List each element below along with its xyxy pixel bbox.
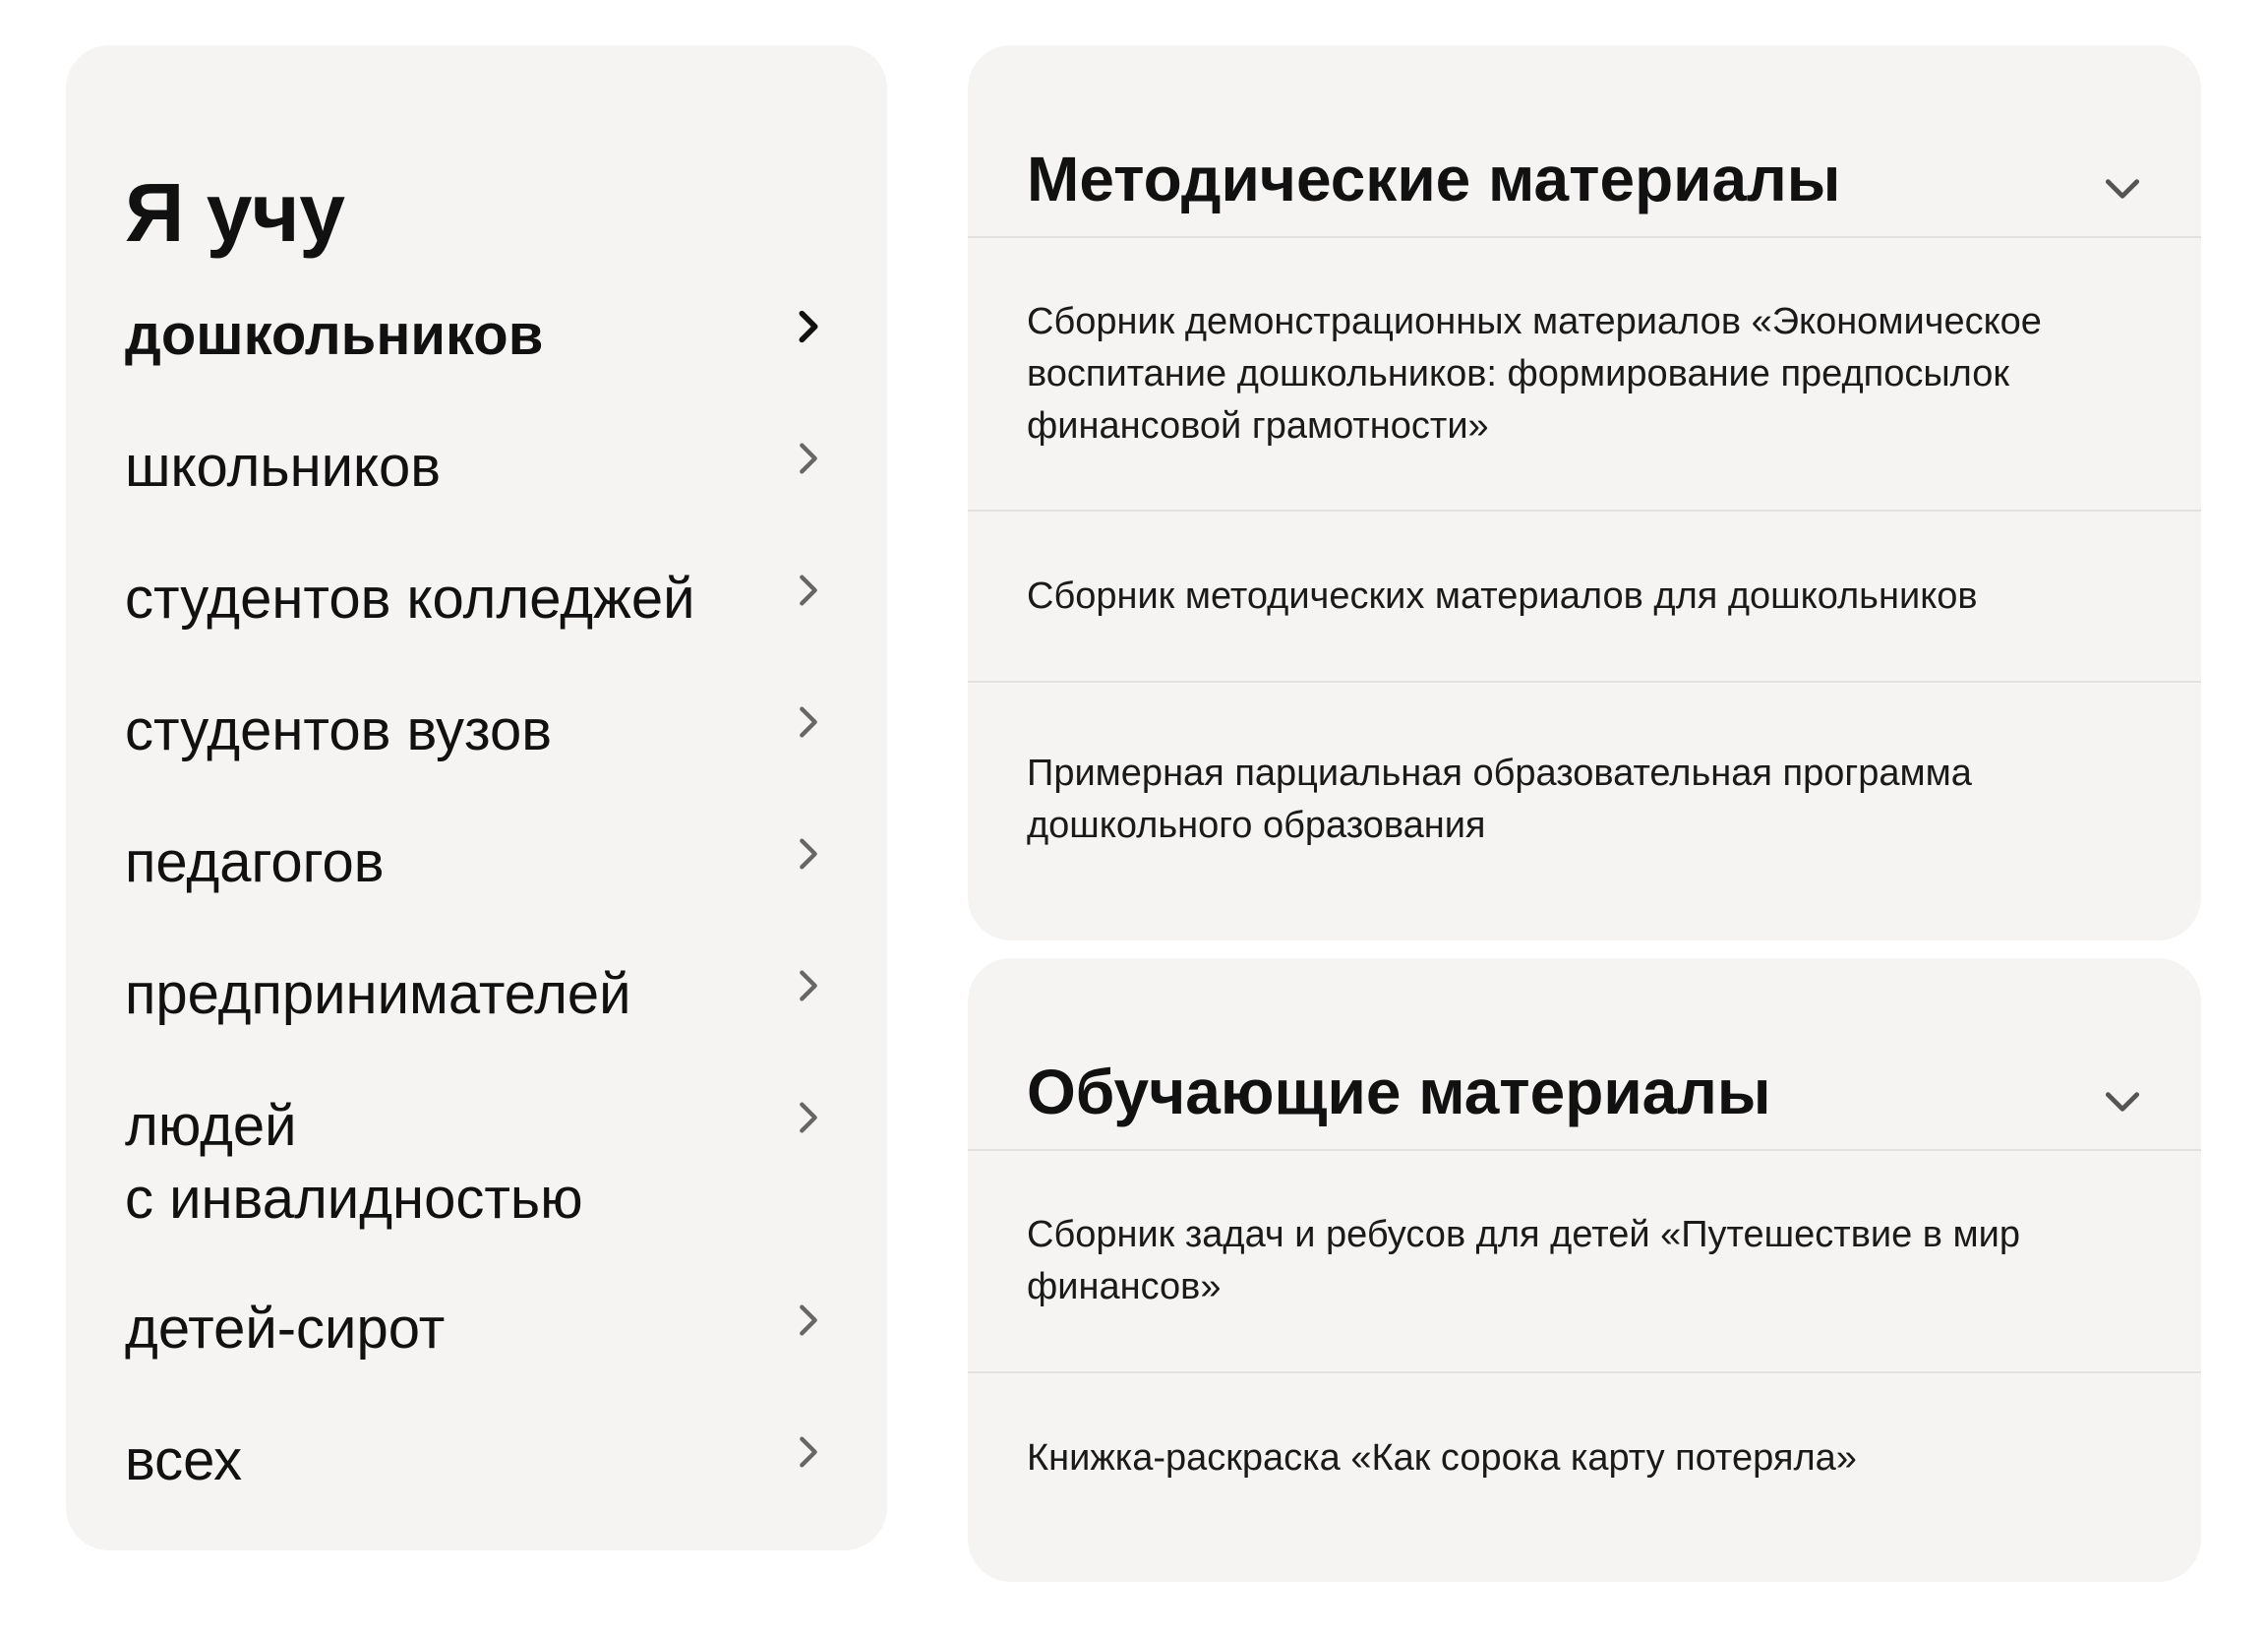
training-materials-panel xyxy=(968,958,2201,1582)
chevron-right-icon xyxy=(789,966,828,1005)
sidebar-item-label: студентов вузов xyxy=(125,698,553,762)
material-link[interactable] xyxy=(968,512,2201,683)
methodical-materials-panel xyxy=(968,45,2201,940)
chevron-down-icon[interactable] xyxy=(2101,167,2144,211)
chevron-right-icon xyxy=(789,834,828,874)
section-header[interactable] xyxy=(968,45,2201,238)
sidebar-item-schoolchildren[interactable] xyxy=(125,431,828,563)
sidebar-item-label: всех xyxy=(125,1428,243,1492)
chevron-right-icon xyxy=(789,1098,828,1137)
section-title: Методические материалы xyxy=(1027,144,1841,214)
audience-nav xyxy=(125,299,828,1523)
sidebar-item-label: педагогов xyxy=(125,830,385,894)
material-link[interactable] xyxy=(968,238,2201,512)
chevron-right-icon xyxy=(789,439,828,478)
sidebar-item-disabled-people[interactable] xyxy=(125,1090,828,1293)
audience-sidebar xyxy=(66,45,887,1550)
sidebar-item-everyone[interactable] xyxy=(125,1424,828,1523)
sidebar-item-orphans[interactable] xyxy=(125,1293,828,1424)
material-link-label: Сборник методических материалов для дошкольников xyxy=(1027,575,1978,617)
chevron-right-icon xyxy=(789,571,828,610)
material-link[interactable] xyxy=(968,683,2201,940)
sidebar-item-university-students[interactable] xyxy=(125,695,828,826)
material-link[interactable] xyxy=(968,1151,2201,1373)
material-link-label: Сборник демонстрационных материалов «Экономическое воспитание дошкольников: формирование предпосылок финансовой грамотности» xyxy=(1027,300,2042,447)
sidebar-item-label: предпринимателей xyxy=(125,962,631,1026)
section-header[interactable] xyxy=(968,958,2201,1151)
sidebar-title: Я учу xyxy=(125,166,345,259)
sidebar-item-label: дошкольников xyxy=(125,303,544,367)
sidebar-item-label: школьников xyxy=(125,435,442,499)
chevron-right-icon xyxy=(789,702,828,742)
sidebar-item-preschoolers[interactable] xyxy=(125,299,828,431)
chevron-right-icon xyxy=(789,1432,828,1472)
sidebar-item-label: людей с инвалидностью xyxy=(125,1094,583,1231)
sidebar-item-label: детей-сирот xyxy=(125,1297,446,1361)
section-title: Обучающие материалы xyxy=(1027,1057,1771,1127)
chevron-right-icon xyxy=(789,307,828,346)
material-link-label: Книжка-раскраска «Как сорока карту потеряла» xyxy=(1027,1437,1857,1479)
material-link[interactable] xyxy=(968,1373,2201,1582)
sidebar-item-college-students[interactable] xyxy=(125,563,828,695)
chevron-down-icon[interactable] xyxy=(2101,1080,2144,1123)
material-link-label: Примерная парциальная образовательная программа дошкольного образования xyxy=(1027,753,1972,846)
sidebar-item-label: студентов колледжей xyxy=(125,567,695,631)
sidebar-item-entrepreneurs[interactable] xyxy=(125,958,828,1090)
sidebar-item-teachers[interactable] xyxy=(125,826,828,958)
material-link-label: Сборник задач и ребусов для детей «Путешествие в мир финансов» xyxy=(1027,1214,2021,1307)
chevron-right-icon xyxy=(789,1301,828,1340)
